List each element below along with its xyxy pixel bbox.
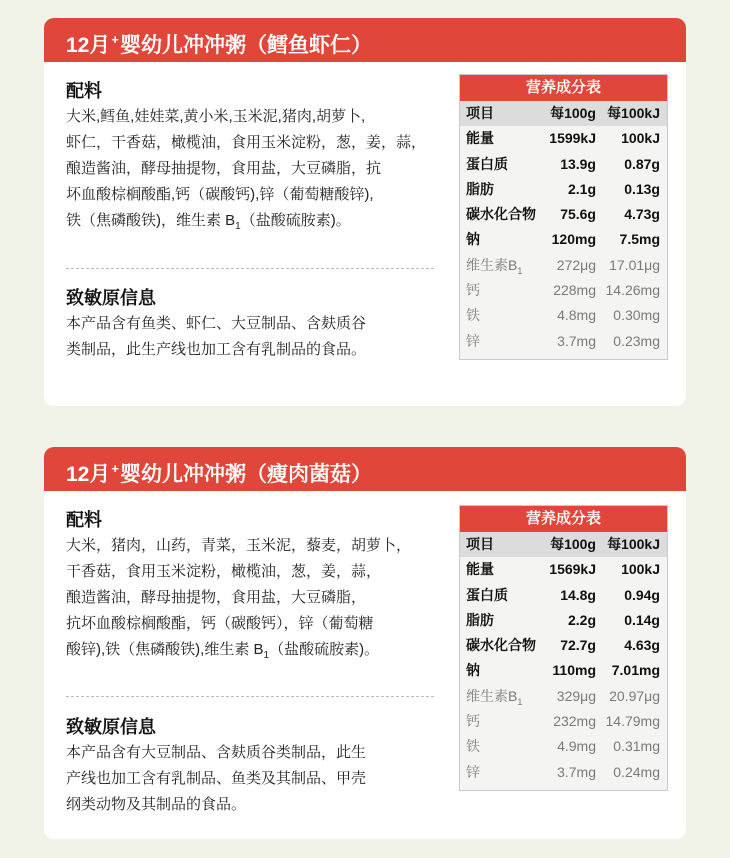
allergen-line: 本产品含有大豆制品、含麸质谷类制品，此生: [66, 744, 367, 761]
allergen-title: 致敏原信息: [66, 288, 156, 308]
ingredients-line: 酿造酱油，酵母抽提物，食用盐，大豆磷脂，抗: [66, 160, 382, 177]
divider: [66, 268, 434, 269]
nutrition-row-sodium: 钠 120mg 7.5mg: [466, 231, 660, 248]
nutrition-row-fat: 脂肪 2.2g 0.14g: [466, 611, 660, 628]
nutrition-row-energy: 能量 1599kJ 100kJ: [466, 130, 660, 147]
ingredients-text: [66, 533, 441, 669]
ingredients-line: 大米,鳕鱼,娃娃菜,黄小米,玉米泥,猪肉,胡萝卜,: [66, 108, 366, 125]
nutrition-row-vitamin-b1: 维生素$B_1$ 272μg 17.01μg: [466, 256, 660, 276]
nutrition-row-carbohydrate: 碳水化合物 72.7g 4.63g: [466, 637, 660, 654]
allergen-text: [66, 740, 441, 818]
nutrition-row-carbohydrate: 碳水化合物 75.6g 4.73g: [466, 206, 660, 223]
ingredients-title: 配料: [66, 81, 102, 101]
product-title-banner: [44, 447, 686, 491]
allergen-title: 致敏原信息: [66, 717, 156, 737]
ingredients-line: 酸锌),铁（焦磷酸铁),维生素 $B_1$（盐酸硫胺素)。: [66, 641, 380, 661]
title-plus: +: [111, 32, 119, 47]
nutrition-row-iron: 铁 4.8mg 0.30mg: [466, 307, 660, 324]
ingredients-line: 干香菇，食用玉米淀粉，橄榄油，葱，姜，蒜，: [66, 563, 382, 580]
ingredients-line: 大米，猪肉，山药，青菜，玉米泥，藜麦，胡萝卜，: [66, 537, 412, 554]
nutrition-table-header: 项目 每100g 每100kJ: [460, 101, 667, 126]
product-card-cod-shrimp: [44, 18, 686, 406]
nutrition-row-calcium: 钙 232mg 14.79mg: [466, 713, 660, 730]
allergen-text: [66, 311, 441, 363]
nutrition-table: [459, 74, 668, 360]
nutrition-row-vitamin-b1: 维生素$B_1$ 329μg 20.97μg: [466, 687, 660, 707]
ingredients-title: 配料: [66, 510, 102, 530]
ingredients-line: 抗坏血酸棕榈酸酯，钙（碳酸钙），锌（葡萄糖: [66, 615, 374, 632]
nutrition-row-zinc: 锌 3.7mg 0.24mg: [466, 763, 660, 780]
ingredients-text: [66, 104, 441, 240]
title-plus: +: [111, 461, 119, 476]
ingredients-line: 铁（焦磷酸铁)，维生素 $B_1$（盐酸硫胺素)。: [66, 212, 351, 232]
nutrition-row-protein: 蛋白质 14.8g 0.94g: [466, 586, 660, 603]
nutrition-row-fat: 脂肪 2.1g 0.13g: [466, 180, 660, 197]
nutrition-table: [459, 505, 668, 791]
nutrition-row-zinc: 锌 3.7mg 0.23mg: [466, 332, 660, 349]
allergen-line: 类制品，此生产线也加工含有乳制品的食品。: [66, 341, 367, 358]
nutrition-row-calcium: 钙 228mg 14.26mg: [466, 282, 660, 299]
allergen-line: 产线也加工含有乳制品、鱼类及其制品、甲壳: [66, 770, 367, 787]
ingredients-section: [66, 78, 441, 240]
allergen-section: [66, 285, 441, 363]
ingredients-line: 坏血酸棕榈酸酯,钙（碳酸钙),锌（葡萄糖酸锌),: [66, 186, 374, 203]
ingredients-line: 虾仁，干香菇，橄榄油，食用玉米淀粉，葱，姜，蒜，: [66, 134, 427, 151]
nutrition-table-header: 项目 每100g 每100kJ: [460, 532, 667, 557]
divider: [66, 696, 434, 697]
nutrition-row-protein: 蛋白质 13.9g 0.87g: [466, 155, 660, 172]
title-age: 12月: [66, 34, 111, 57]
allergen-line: 纲类动物及其制品的食品。: [66, 796, 247, 813]
title-name: 婴幼儿冲冲粥（鳕鱼虾仁）: [119, 34, 372, 57]
nutrition-table-title: 营养成分表: [460, 75, 667, 101]
product-title-banner: [44, 18, 686, 62]
nutrition-row-sodium: 钠 110mg 7.01mg: [466, 662, 660, 679]
allergen-line: 本产品含有鱼类、虾仁、大豆制品、含麸质谷: [66, 315, 367, 332]
nutrition-row-iron: 铁 4.9mg 0.31mg: [466, 738, 660, 755]
title-name: 婴幼儿冲冲粥（瘦肉菌菇）: [119, 463, 372, 486]
nutrition-table-title: 营养成分表: [460, 506, 667, 532]
nutrition-row-energy: 能量 1569kJ 100kJ: [466, 561, 660, 578]
ingredients-line: 酿造酱油，酵母抽提物，食用盐，大豆磷脂，: [66, 589, 367, 606]
ingredients-section: [66, 507, 441, 669]
title-age: 12月: [66, 463, 111, 486]
product-card-lean-pork-mushroom: [44, 447, 686, 839]
allergen-section: [66, 714, 441, 818]
